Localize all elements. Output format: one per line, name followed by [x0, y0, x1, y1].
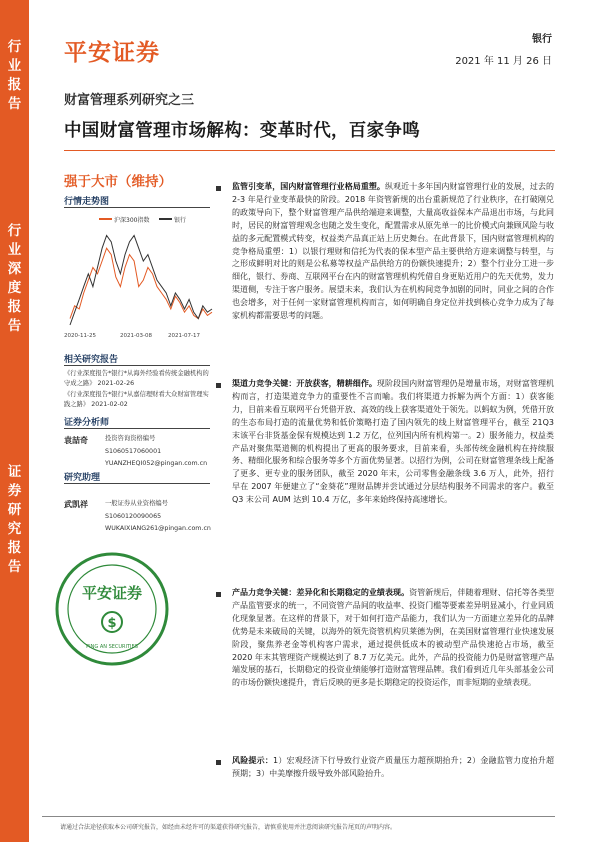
assistant-cert-label: 一般证券从业资格编号	[105, 500, 168, 507]
footer-disclaimer: 请通过合法途径获取本公司研究报告，如经由未经许可的渠道获得研究报告，请慎重使用并注意阅读研究报告尾页的声明内容。	[60, 824, 397, 831]
x-tick-2: 2021-03-08	[120, 333, 152, 339]
paragraph-text: 现阶段国内财富管理仍是增量市场，对财富管理机构而言，打造渠道竞争力的重要性不言而喻。我们将渠道力拆解为两个方面：1）获客能力，目前来看互联网平台凭借开放、高效的线上获客渠道处于领先。以蚂蚁为例，凭借开放的生态布局打造的流量优势和低价策略打造了国内领先的线上财富管理平台，截至 21Q3 末该平台非货基金保有规模达到 1.2 万亿，位列国内所有机构第一。2）服务能力，权益类产品对聚焦渠道侧的机构提出了更高的服务要求，目前来看，头部传统金融机构在持续服务、精细化服务和综合服务等多个方面优势显著。以招行为例，公司在财富管理条线上配备了更多、更专业的服务团队，截至 2020 年末，公司零售金融条线 3.6 万人，此外，招行早在 2007 年便建立了“金葵花”理财品牌并尝试通过分层结构服务不同需求的客户。截至 Q3 末公司 AUM 达到 10.4 万亿，多年来始终保持高速增长。	[232, 379, 554, 505]
company-logo: 平安证券	[64, 40, 160, 66]
assistant-name: 武凯祥	[64, 500, 88, 509]
title-divider	[64, 150, 555, 151]
body-paragraph-1	[232, 181, 554, 323]
body-paragraph-2	[232, 378, 554, 507]
assistant-email: WUKAIXIANG261@pingan.com.cn	[105, 525, 211, 532]
body-paragraph-3	[232, 587, 554, 690]
bullet-marker	[216, 383, 221, 388]
analyst-cert-number: S1060517060001	[105, 448, 162, 455]
paragraph-lead: 产品力竞争关键：差异化和长期稳定的业绩表现。	[232, 588, 410, 597]
paragraph-text: 1）宏观经济下行导致行业资产质量压力超预期抬升；2）金融监管力度抬升超预期；3）中美摩擦升级导致外部风险抬升。	[232, 756, 554, 778]
trend-rule	[64, 207, 210, 208]
svg-text:$: $	[107, 616, 117, 631]
left-band	[0, 0, 29, 842]
related-item: 《行业深度报告*银行*从嘉信理财看大众财富管理实践之路》 2021-02-02	[64, 391, 209, 408]
series-title: 财富管理系列研究之三	[64, 93, 195, 108]
paragraph-lead: 渠道力竞争关键：开放获客，精耕细作。	[232, 379, 377, 388]
band-label-industry-report: 行 业 报 告	[7, 39, 22, 112]
industry-label: 银行	[532, 34, 552, 45]
main-title: 中国财富管理市场解构：变革时代，百家争鸣	[64, 121, 420, 141]
footer-divider	[42, 816, 555, 817]
x-tick-3: 2021-07-17	[168, 333, 200, 339]
bullet-marker	[216, 760, 221, 765]
paragraph-lead: 风险提示：	[232, 756, 274, 765]
analyst-cert-label: 投资咨询资格编号	[105, 435, 156, 442]
company-stamp	[53, 550, 171, 668]
paragraph-text: 资管新规后，伴随着理财、信托等各类型产品监管要求的统一，不同资管产品间的收益率、投资门槛等要素差异明显减小，行业同质化现象显著。在这样的背景下，对于如何打造产品能力，我们认为一方面建立差异化的品牌优势是未来破局的关键，以海外的领先资管机构贝莱德为例，在美国财富管理行业快速发展阶段，聚焦养老金等机构客户需求，通过提供低成本的被动型产品快速抢占市场，截至 2020 年末其管理资产规模达到了 8.7 万亿美元。此外，产品的投资能力仍是财富管理产品端发展的基石，长期稳定的投资业绩能够打造财富管理品牌。我们看到近几年头部基金公司的市场份额快速提升，背后反映的更多是长期稳定的投资运作，而非短期的业绩表现。	[232, 588, 555, 688]
related-heading: 相关研究报告	[64, 355, 119, 365]
analyst-rule	[64, 428, 210, 429]
band-label-securities-research: 证 券 研 究 报 告	[7, 464, 22, 575]
assistant-rule	[64, 483, 210, 484]
legend-label-bank: 银行	[174, 217, 187, 224]
related-rule	[64, 365, 210, 366]
x-tick-1: 2020-11-25	[64, 333, 96, 339]
trend-line-1	[70, 235, 212, 325]
paragraph-text: 纵观近十多年国内财富管理行业的发展，过去的 2-3 年是行业变革最快的阶段。2018 年资管新规的出台重新规范了行业秩序，在打破刚兑的政策导向下，整个财富管理产品供给端迎来调整，大量高收益保本产品退出市场，与此同时，居民的财富管理观念也随之发生变化，配置需求从原先单一的比价模式向兼顾风险与收益的多元配置模式转变，权益类产品真正站上历史舞台。在此背景下，国内财富管理机构的竞争格局重塑：1）以银行理财和信托为代表的保本型产品主要供给方迎来调整与转型，与之形成鲜明对比的则是公私募等权益产品供给方的份额快速提升；2）整个行业分工进一步细化，银行、券商、互联网平台在内的财富管理机构凭借自身更贴近用户的先天优势，发力渠道侧，专注于客户服务。展望未来，我们认为在机构间竞争加剧的同时，同业之间的合作也会增多，对于任何一家财富管理机构而言，如何明确自身定位并找到核心竞争力成为了每家机构都需要思考的问题。	[232, 182, 555, 321]
legend-label-hs300: 沪深300指数	[114, 217, 150, 224]
svg-text:平安证券: 平安证券	[81, 584, 143, 602]
related-item: 《行业深度报告*银行*从海外经验看传统金融机构的守成之路》 2021-02-26	[64, 370, 209, 387]
analyst-name: 袁喆奇	[64, 436, 88, 445]
trend-heading: 行情走势图	[64, 197, 110, 207]
bullet-marker	[216, 592, 221, 597]
svg-text:PING AN SECURITIES: PING AN SECURITIES	[86, 644, 138, 650]
trend-chart-svg	[64, 211, 214, 341]
bullet-marker	[216, 186, 221, 191]
analyst-heading: 证券分析师	[64, 418, 110, 428]
assistant-cert-number: S1060120090065	[105, 513, 162, 520]
paragraph-lead: 监管引变革，国内财富管理行业格局重塑。	[232, 182, 385, 191]
rating: 强于大市（维持）	[64, 174, 172, 190]
trend-chart	[64, 211, 214, 341]
analyst-email: YUANZHEQI052@pingan.com.cn	[105, 460, 208, 467]
report-date: 2021 年 11 月 26 日	[455, 56, 552, 67]
band-label-deep-report: 行 业 深 度 报 告	[7, 223, 22, 334]
body-paragraph-4	[232, 755, 554, 781]
assistant-heading: 研究助理	[64, 473, 101, 483]
